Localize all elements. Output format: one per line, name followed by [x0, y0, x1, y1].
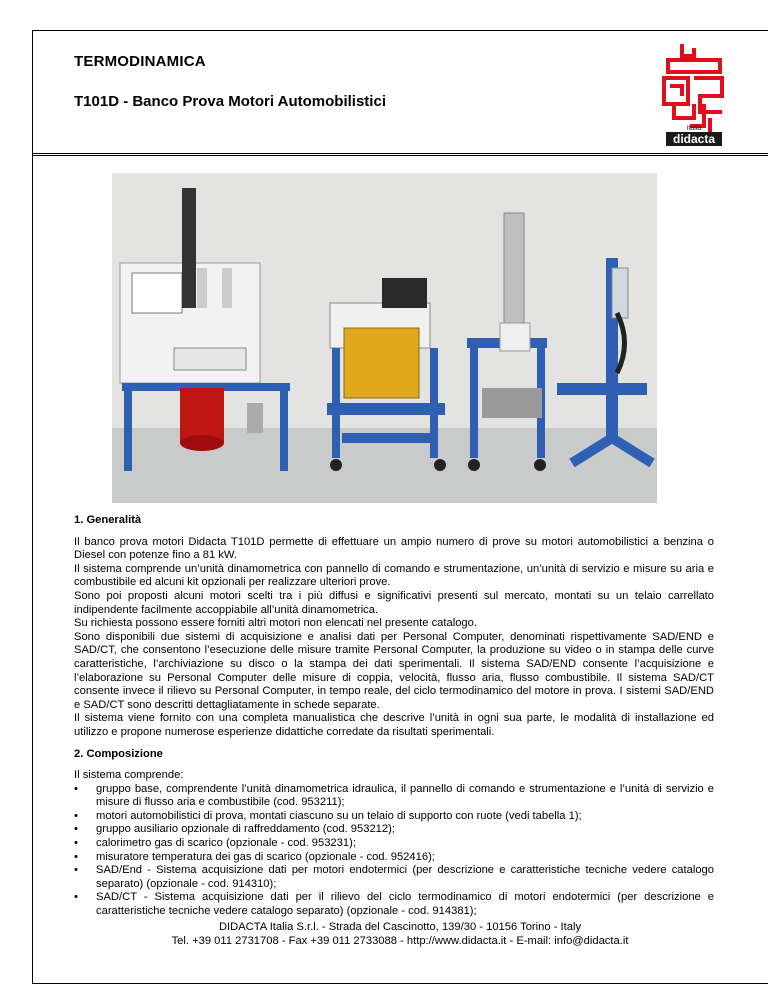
- logo-text: didacta: [672, 132, 716, 146]
- list-item: • SAD/End - Sistema acquisizione dati per motori endotermici (per descrizione e caratteristiche tecniche vedere catalogo separato) (opzionale - cod. 914310);: [74, 864, 714, 891]
- list-item: • motori automobilistici di prova, montati ciascuno su un telaio di supporto con ruote (vedi tabella 1);: [74, 810, 714, 824]
- list-item: • misuratore temperatura dei gas di scarico (opzionale - cod. 952416);: [74, 851, 714, 865]
- paragraph: Il banco prova motori Didacta T101D permette di effettuare un ampio numero di prove su motori automobilistici a benzina o Diesel con potenze fino a 81 kW.: [74, 535, 714, 562]
- didacta-logo: [660, 42, 728, 150]
- paragraph: Sono disponibili due sistemi di acquisizione e analisi dati per Personal Computer, denominati rispettivamente SAD/END e SAD/CT, che consentono l’esecuzione delle misure tramite Personal Computer, la produzione su video o in stampa delle curve caratteristiche, l’archiviazione su disco o la stampa dei dati sperimentali. Il sistema SAD/END consente l’acquisizione e l’elaborazione su Personal Computer delle misure di coppia, velocità, flusso aria, flusso combustibile. Il sistema SAD/CT consente invece il rilievo su Personal Computer, in tempo reale, del ciclo termodinamico del motore in prova. I sistemi SAD/END e SAD/CT sono descritti dettagliatamente in schede separate.: [74, 630, 714, 711]
- section-heading-composizione: 2. Composizione: [74, 747, 163, 760]
- logo-subtext: italia: [686, 125, 702, 132]
- footer-address: DIDACTA Italia S.r.l. - Strada del Cascinotto, 139/30 - 10156 Torino - Italy: [218, 921, 582, 933]
- composizione-intro: Il sistema comprende:: [74, 769, 184, 782]
- list-item: • gruppo ausiliario opzionale di raffreddamento (cod. 953212);: [74, 823, 714, 837]
- list-item: • SAD/CT - Sistema acquisizione dati per il rilievo del ciclo termodinamico di motori endotermici (per descrizione e caratteristiche tecniche vedere catalogo separato) (opzionale - cod. 914381);: [74, 891, 714, 918]
- category-heading: TERMODINAMICA: [74, 53, 206, 70]
- header-divider: [32, 153, 768, 154]
- section-generalita-body: [74, 536, 714, 740]
- equipment-photo: [112, 173, 657, 503]
- footer-contacts: Tel. +39 011 2731708 - Fax +39 011 2733088 - http://www.didacta.it - E-mail: info@didacta.it: [171, 935, 629, 947]
- paragraph: Il sistema comprende un’unità dinamometrica con pannello di comando e strumentazione, un’unità di servizio e misure su aria e combustibile ed alcuni kit opzionali per realizzare ulteriori prove.: [74, 562, 714, 589]
- section-heading-generalita: 1. Generalità: [74, 514, 142, 526]
- composizione-list: [74, 783, 714, 919]
- paragraph: Sono poi proposti alcuni motori scelti tra i più diffusi e significativi presenti sul mercato, montati su un telaio carrellato indipendente facilmente accoppiabile all’unità dinamometrica.: [74, 589, 714, 616]
- list-item: • gruppo base, comprendente l’unità dinamometrica idraulica, il pannello di comando e strumentazione e l’unità di servizio e misure di flusso aria e combustibile (cod. 953211);: [74, 783, 714, 810]
- paragraph: Il sistema viene fornito con una completa manualistica che descrive l’unità in ogni sua parte, le modalità di installazione ed utilizzo e propone numerose esperienze didattiche corredate da risultati sperimentali.: [74, 712, 714, 738]
- section-composizione: [74, 748, 714, 919]
- paragraph: Su richiesta possono essere forniti altri motori non elencati nel presente catalogo.: [74, 617, 477, 630]
- page-footer: [32, 920, 768, 948]
- list-item: • calorimetro gas di scarico (opzionale - cod. 953231);: [74, 837, 714, 851]
- main-content: [74, 514, 714, 919]
- document-title: T101D - Banco Prova Motori Automobilistici: [74, 93, 386, 110]
- header-divider-secondary: [32, 155, 768, 156]
